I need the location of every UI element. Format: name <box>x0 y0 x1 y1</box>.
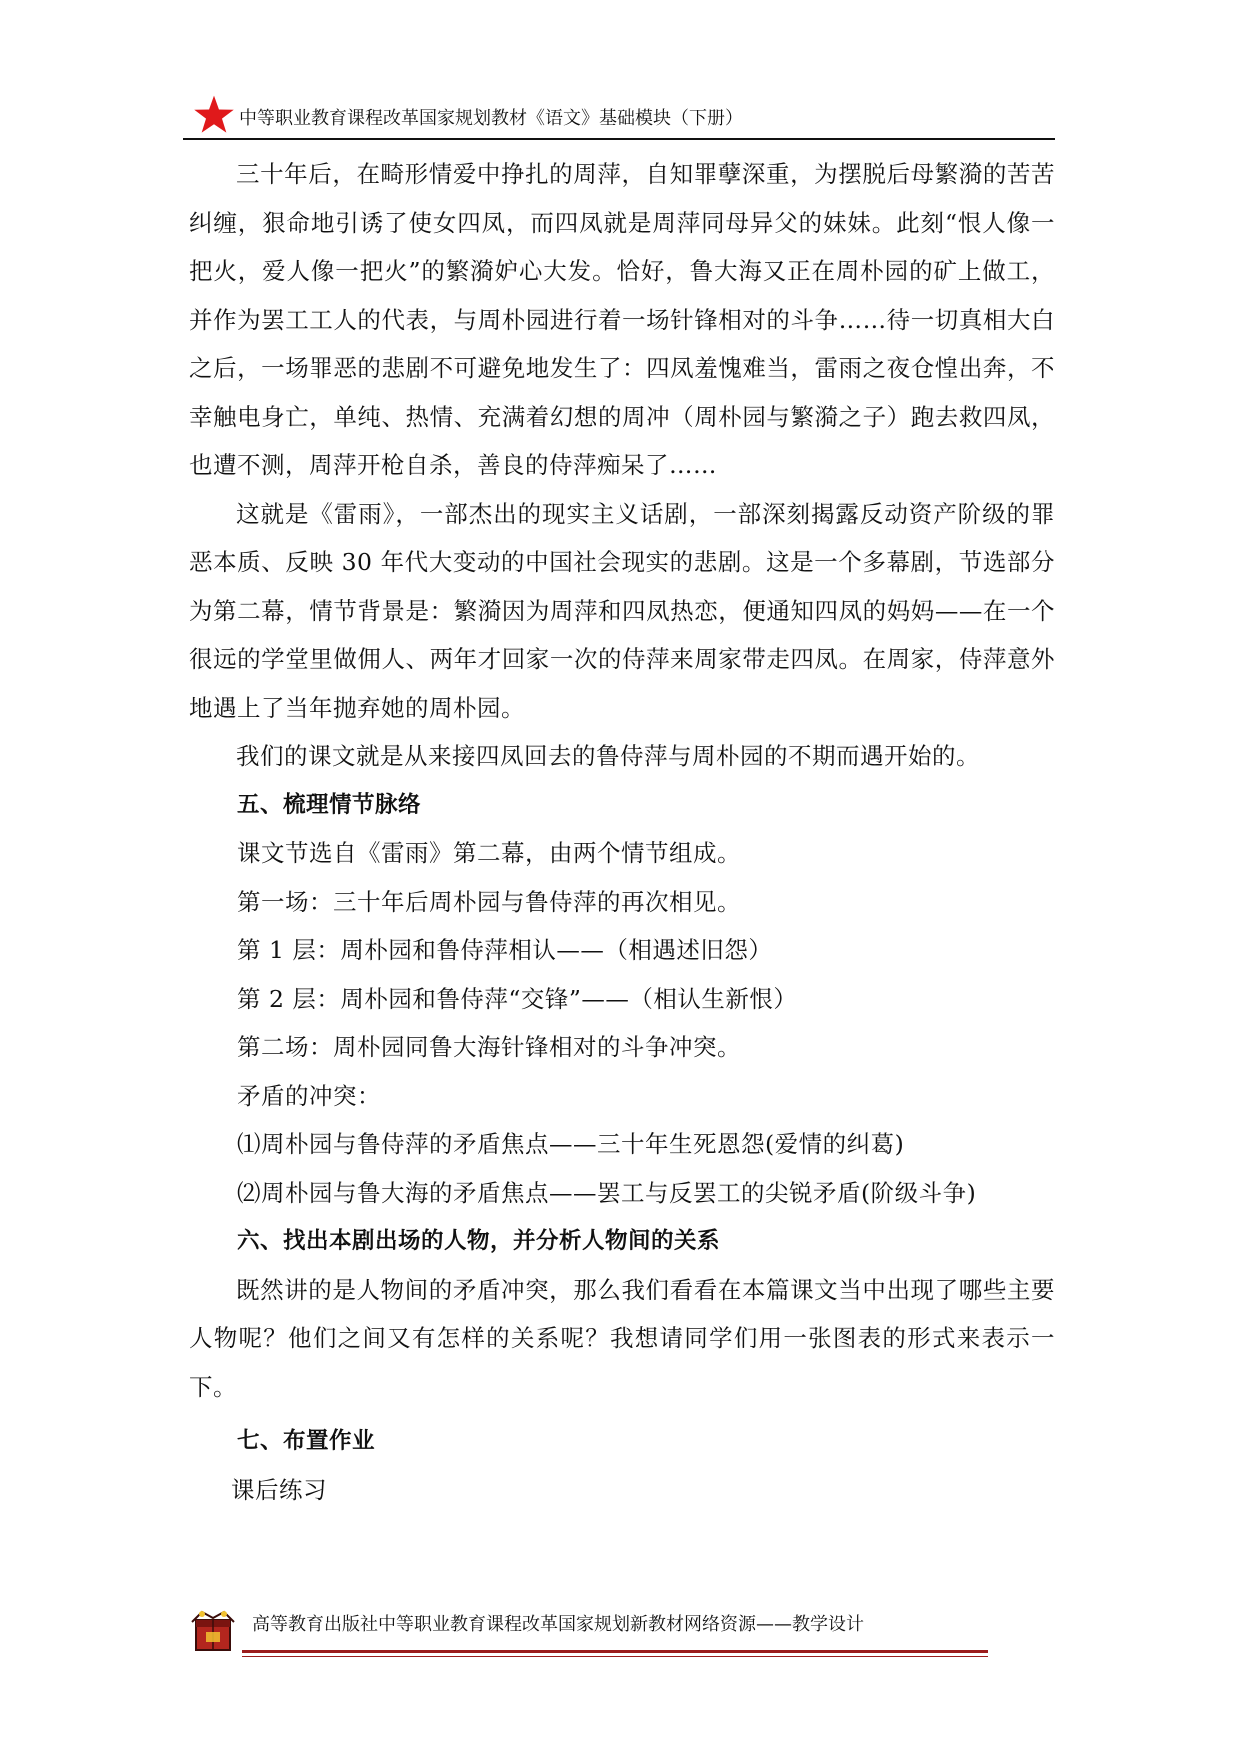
plot-line-layer-two: 第 2 层：周朴园和鲁侍萍“交锋”——（相认生新恨） <box>237 984 798 1013</box>
paragraph-play-introduction: 这就是《雷雨》，一部杰出的现实主义话剧，一部深刻揭露反动资产阶级的罪恶本质、反映 30 年代大变动的中国社会现实的悲剧。这是一个多幕剧，节选部分为第二幕，情节背景是：繁漪因为周萍和四凤热恋，便通知四凤的妈妈——在一个很远的学堂里做佣人、两年才回家一次的侍萍来周家带走四凤。在周家，侍萍意外地遇上了当年抛弃她的周朴园。 <box>189 499 1055 722</box>
publisher-logo-icon <box>188 1606 238 1656</box>
page-header <box>183 98 1055 142</box>
document-body <box>189 150 1055 1514</box>
red-star-icon <box>193 94 235 136</box>
conflict-item-two: ⑵周朴园与鲁大海的矛盾焦点——罢工与反罢工的尖锐矛盾(阶级斗争) <box>237 1178 977 1207</box>
footer-title: 高等教育出版社中等职业教育课程改革国家规划新教材网络资源——教学设计 <box>252 1614 864 1635</box>
plot-line-scene-one: 第一场：三十年后周朴园与鲁侍萍的再次相见。 <box>237 887 741 916</box>
plot-line-scene-two: 第二场：周朴园同鲁大海针锋相对的斗争冲突。 <box>237 1033 741 1061</box>
paragraph-plot-summary: 三十年后，在畸形情爱中挣扎的周萍，自知罪孽深重，为摆脱后母繁漪的苦苦纠缠，狠命地引诱了使女四凤，而四凤就是周萍同母异父的妹妹。此刻“恨人像一把火，爱人像一把火”的繁漪妒心大发。恰好，鲁大海又正在周朴园的矿上做工，并作为罢工工人的代表，与周朴园进行着一场针锋相对的斗争……待一切真相大白之后，一场罪恶的悲剧不可避免地发生了：四凤羞愧难当，雷雨之夜仓惶出奔，不幸触电身亡，单纯、热情、充满着幻想的周冲（周朴园与繁漪之子）跑去救四凤，也遭不测，周萍开枪自杀，善良的侍萍痴呆了…… <box>189 160 1055 479</box>
section-heading-homework: 七、布置作业 <box>237 1428 376 1454</box>
plot-line-overview: 课文节选自《雷雨》第二幕，由两个情节组成。 <box>237 839 741 867</box>
conflict-label: 矛盾的冲突： <box>237 1081 381 1110</box>
homework-item: 课后练习 <box>231 1475 327 1504</box>
footer-divider-thin <box>242 1656 988 1657</box>
section-heading-plot: 五、梳理情节脉络 <box>237 791 422 818</box>
header-divider <box>183 138 1055 140</box>
paragraph-characters: 既然讲的是人物间的矛盾冲突，那么我们看看在本篇课文当中出现了哪些主要人物呢？他们之间又有怎样的关系呢？我想请同学们用一张图表的形式来表示一下。 <box>189 1275 1055 1401</box>
plot-line-layer-one: 第 1 层：周朴园和鲁侍萍相认——（相遇述旧怨） <box>237 936 773 964</box>
header-title: 中等职业教育课程改革国家规划教材《语文》基础模块（下册） <box>239 108 743 129</box>
paragraph-lesson-start: 我们的课文就是从来接四凤回去的鲁侍萍与周朴园的不期而遇开始的。 <box>236 742 980 770</box>
section-heading-characters: 六、找出本剧出场的人物，并分析人物间的关系 <box>237 1228 721 1254</box>
footer-divider-thick <box>242 1650 988 1653</box>
page-footer <box>186 1606 996 1666</box>
conflict-item-one: ⑴周朴园与鲁侍萍的矛盾焦点——三十年生死恩怨(爱情的纠葛) <box>237 1130 905 1158</box>
